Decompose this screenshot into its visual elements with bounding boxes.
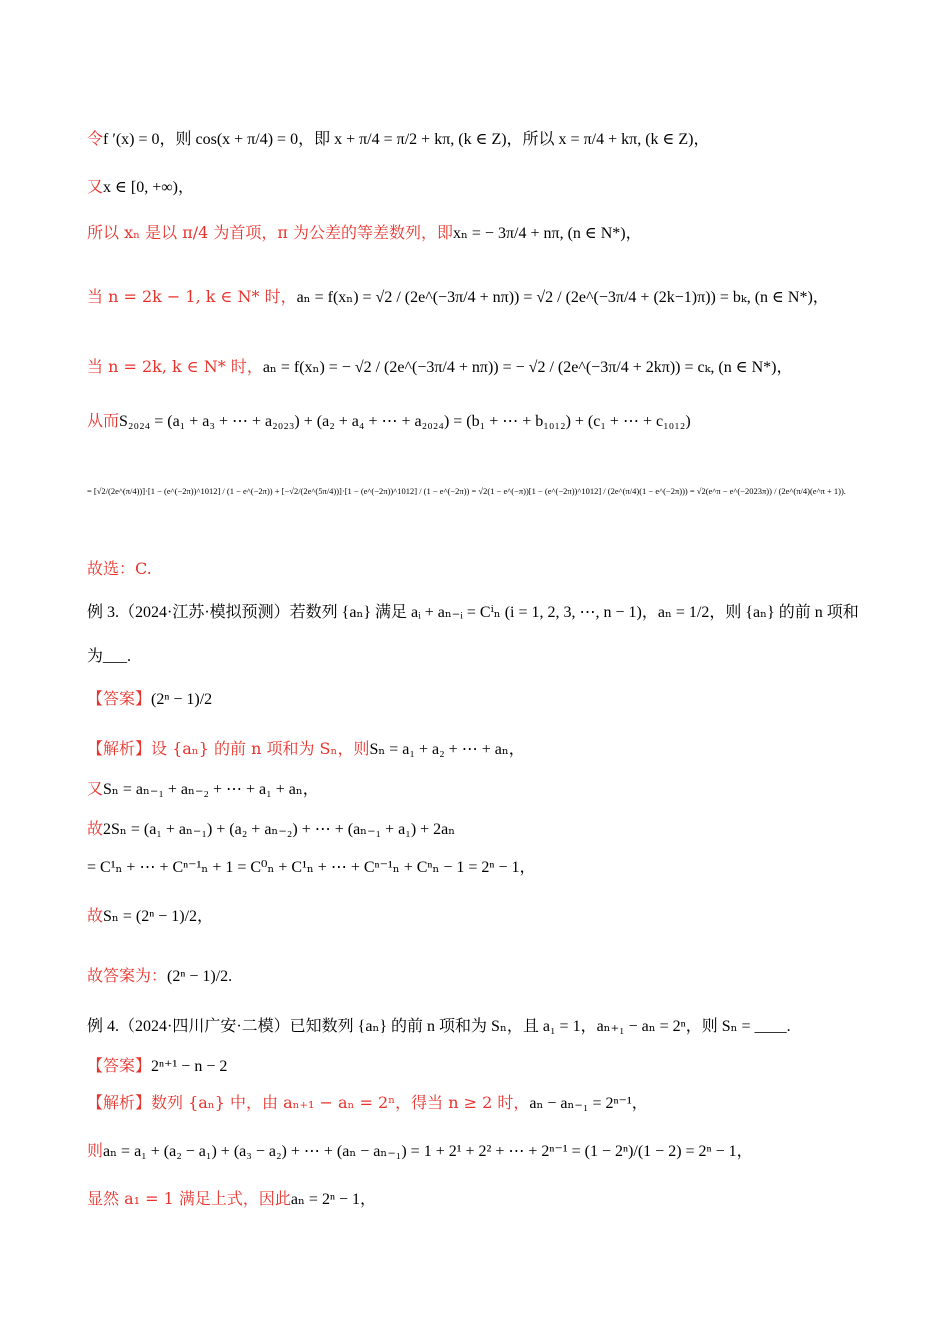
text-line <box>87 1188 867 1211</box>
math-expression: 2Sₙ = (a₁ + aₙ₋₁) + (a₂ + aₙ₋₂) + ⋯ + (aₙ₋₁ + a₁) + 2aₙ <box>103 821 456 838</box>
text-line <box>87 410 867 433</box>
math-expression: aₙ = f(xₙ) = − √2 / (2e^(−3π/4 + nπ)) = − √2 / (2e^(−3π/4 + 2kπ)) = cₖ, (n ∈ N*)， <box>262 359 793 376</box>
math-expression: Sₙ = aₙ₋₁ + aₙ₋₂ + ⋯ + a₁ + aₙ， <box>103 781 319 798</box>
text-line <box>87 905 867 928</box>
math-expression: 例 4.（2024·四川广安·二模）已知数列 {aₙ} 的前 n 项和为 Sₙ，且 a₁ = 1，aₙ₊₁ − aₙ = 2ⁿ，则 Sₙ = ____. <box>87 1018 791 1035</box>
text-line <box>87 1140 867 1163</box>
text-line <box>87 1055 867 1078</box>
math-expression: 2ⁿ⁺¹ − n − 2 <box>151 1058 228 1075</box>
text-line <box>87 601 867 624</box>
highlight-text: 又 <box>87 779 104 798</box>
math-expression: 为___. <box>87 648 132 665</box>
text-line <box>87 1015 867 1038</box>
highlight-text: 故选：C. <box>87 559 152 578</box>
text-line <box>87 856 867 879</box>
text-line <box>87 286 867 309</box>
highlight-text: 则 <box>87 1141 104 1160</box>
math-expression: x ∈ [0, +∞)， <box>103 179 194 196</box>
math-expression: f ′(x) = 0，则 cos(x + π/4) = 0，即 x + π/4 = π/2 + kπ, (k ∈ Z)，所以 x = π/4 + kπ, (k ∈ Z)， <box>103 131 710 148</box>
highlight-text: 令 <box>87 129 104 148</box>
math-expression: aₙ − aₙ₋₁ = 2ⁿ⁻¹， <box>529 1095 648 1112</box>
highlight-text: 当 n = 2k − 1, k ∈ N* 时， <box>87 287 297 306</box>
highlight-text: 故 <box>87 906 104 925</box>
highlight-text: 【答案】 <box>87 689 152 708</box>
text-line <box>87 176 867 199</box>
highlight-text: 从而 <box>87 411 120 430</box>
highlight-text: 当 n = 2k, k ∈ N* 时， <box>87 357 263 376</box>
text-line <box>87 128 867 151</box>
text-line <box>87 688 867 711</box>
highlight-text: 故答案为： <box>87 966 168 985</box>
highlight-text: 【答案】 <box>87 1056 152 1075</box>
math-expression: aₙ = a₁ + (a₂ − a₁) + (a₃ − a₂) + ⋯ + (aₙ − aₙ₋₁) = 1 + 2¹ + 2² + ⋯ + 2ⁿ⁻¹ = (1 − 2ⁿ)/(1 − 2) = 2ⁿ − 1， <box>103 1143 753 1160</box>
math-expression: xₙ = − 3π/4 + nπ, (n ∈ N*)， <box>452 225 642 242</box>
text-line <box>87 558 867 580</box>
math-expression: Sₙ = (2ⁿ − 1)/2， <box>103 908 214 925</box>
text-line <box>87 738 867 761</box>
math-expression: (2ⁿ − 1)/2 <box>151 691 213 708</box>
math-expression: Sₙ = a₁ + a₂ + ⋯ + aₙ， <box>369 741 525 758</box>
highlight-text: 【解析】设 {aₙ} 的前 n 项和为 Sₙ，则 <box>87 739 370 758</box>
text-line <box>87 1092 867 1115</box>
math-expression: 例 3.（2024·江苏·模拟预测）若数列 {aₙ} 满足 aᵢ + aₙ₋ᵢ = Cⁱₙ (i = 1, 2, 3, ⋯, n − 1)，aₙ = 1/2，则 {aₙ} 的前 n 项和 <box>87 604 859 621</box>
math-expression: aₙ = f(xₙ) = √2 / (2e^(−3π/4 + nπ)) = √2 / (2e^(−3π/4 + (2k−1)π)) = bₖ, (n ∈ N*)， <box>296 289 829 306</box>
highlight-text: 所以 xₙ 是以 π/4 为首项，π 为公差的等差数列，即 <box>87 223 453 242</box>
text-line <box>87 480 867 503</box>
math-expression: aₙ = 2ⁿ − 1， <box>290 1191 377 1208</box>
highlight-text: 故 <box>87 819 104 838</box>
text-line <box>87 645 867 668</box>
math-expression: (2ⁿ − 1)/2. <box>167 968 233 985</box>
text-line <box>87 356 867 379</box>
highlight-text: 显然 a₁ = 1 满足上式，因此 <box>87 1189 291 1208</box>
text-line <box>87 965 867 988</box>
highlight-text: 【解析】数列 {aₙ} 中，由 aₙ₊₁ − aₙ = 2ⁿ，得当 n ≥ 2 时， <box>87 1093 530 1112</box>
math-expression: = C¹ₙ + ⋯ + Cⁿ⁻¹ₙ + 1 = C⁰ₙ + C¹ₙ + ⋯ + Cⁿ⁻¹ₙ + Cⁿₙ − 1 = 2ⁿ − 1， <box>87 859 536 876</box>
text-line <box>87 778 867 801</box>
math-expression: = [√2/(2e^(π/4))]·[1 − (e^(−2π))^1012] / (1 − e^(−2π)) + [−√2/(2e^(5π/4))]·[1 − (e^(−2π))^1012] / (1 − e^(−2π)) = √2(1 − e^(−π))[1 − (e^(−2π))^1012] / (2e^(π/4)(1 − e^(−2π))) = √2(e^π − e^(−2023π)) / (2e^(π/4)(e^π + 1)). <box>87 486 846 496</box>
text-line <box>87 818 867 841</box>
highlight-text: 又 <box>87 177 104 196</box>
math-expression: S₂₀₂₄ = (a₁ + a₃ + ⋯ + a₂₀₂₃) + (a₂ + a₄ + ⋯ + a₂₀₂₄) = (b₁ + ⋯ + b₁₀₁₂) + (c₁ + ⋯ + c₁₀₁₂) <box>119 413 691 430</box>
text-line <box>87 222 867 245</box>
